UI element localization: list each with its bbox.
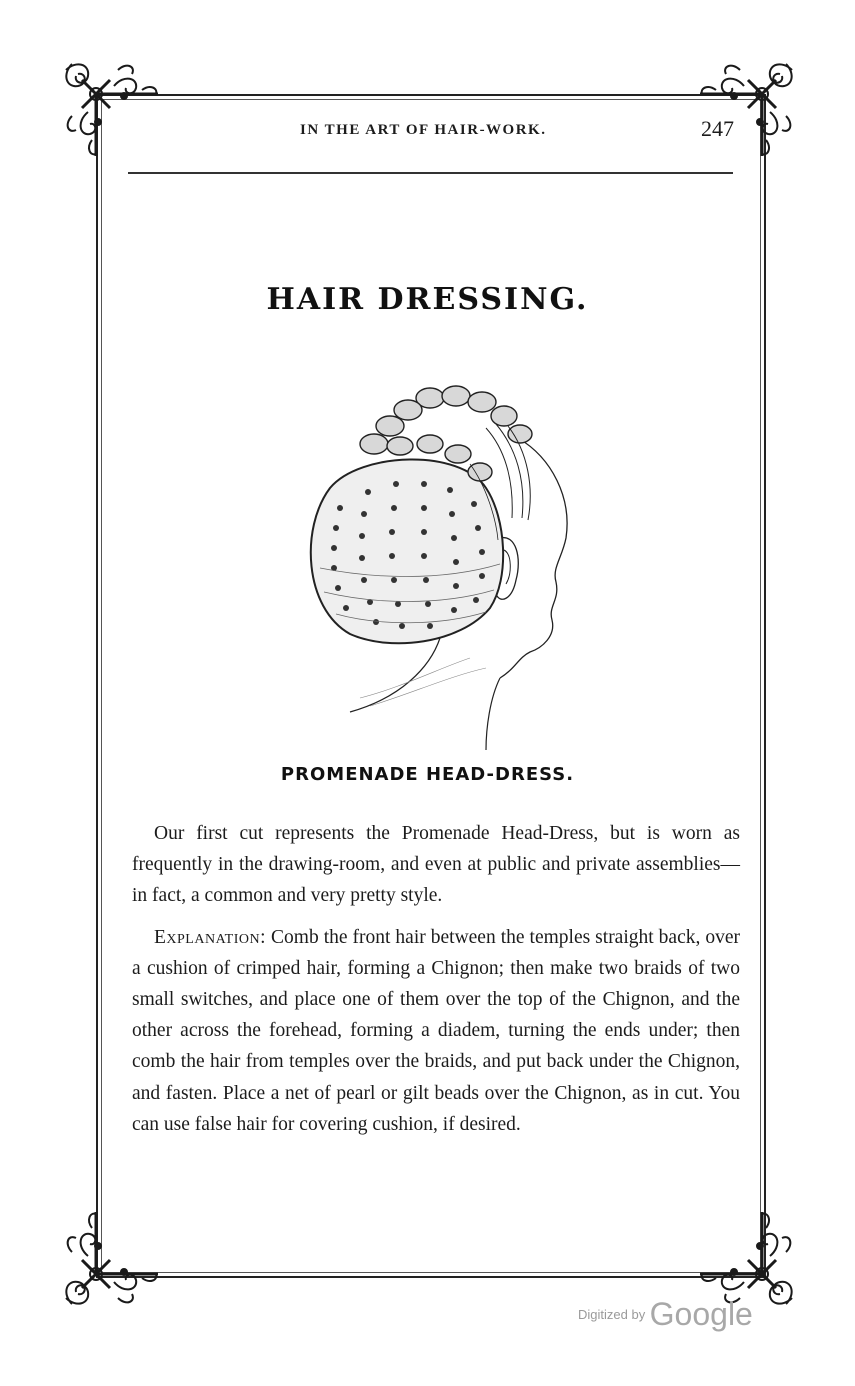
body-text	[132, 818, 740, 1150]
running-head: IN THE ART OF HAIR-WORK.	[300, 122, 547, 138]
ornamental-corner-icon	[58, 56, 170, 168]
head-dress-engraving	[290, 368, 580, 752]
explanation-text: Comb the front hair between the temples straight back, over a cushion of crimped hair, forming a Chignon; then make two braids of two small switches, and place one of them over the top of the Chignon, and the other across the forehead, forming a diadem, turning the ends under; then comb the hair from temples over the braids, and put back under the Chignon, and fasten. Place a net of pearl or gilt beads over the Chignon, as in cut. You can use false hair for covering cushion, if desired.	[132, 926, 741, 1135]
paragraph-intro: Our first cut represents the Promenade Head-Dress, but is worn as frequently in the drawing-room, and even at public and private assemblies—in fact, a common and very pretty style.	[132, 823, 740, 907]
watermark-logo: Google	[649, 1296, 753, 1332]
figure-caption: PROMENADE HEAD-DRESS.	[280, 764, 575, 785]
digitized-by-google-watermark	[578, 1296, 753, 1333]
watermark-prefix: Digitized by	[578, 1307, 646, 1322]
page-title: HAIR DRESSING.	[266, 282, 589, 317]
ornamental-corner-icon	[688, 56, 800, 168]
header-rule	[128, 172, 733, 174]
explanation-lead: Explanation:	[154, 926, 266, 948]
page-number: 247	[701, 116, 734, 141]
ornamental-corner-icon	[58, 1200, 170, 1312]
paragraph-explanation	[132, 922, 740, 1140]
